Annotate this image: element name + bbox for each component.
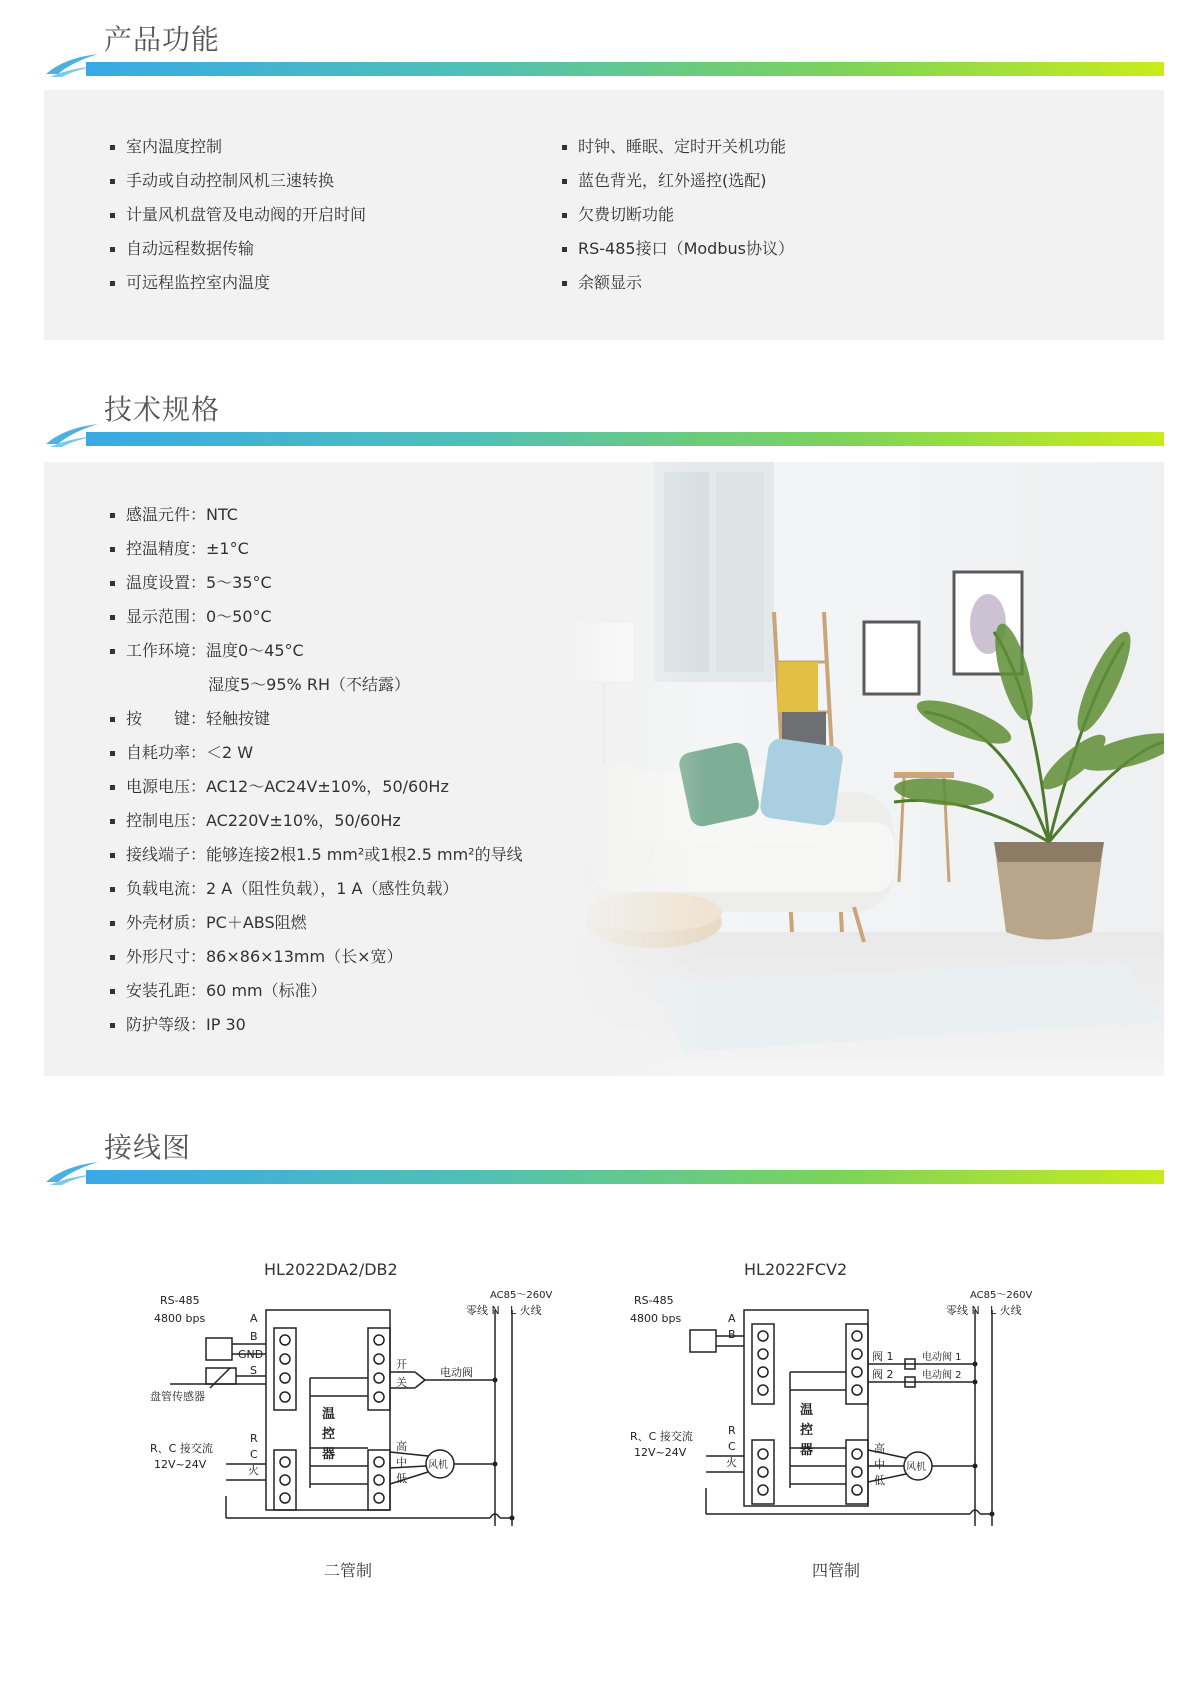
- left-ac-label: AC85～260V: [490, 1290, 553, 1301]
- spec-item: 安装孔距：60 mm（标准）: [110, 974, 523, 1008]
- diagram-right-title: HL2022FCV2: [744, 1260, 848, 1279]
- left-fan-label: 风机: [428, 1460, 448, 1471]
- left-sensor-label: 盘管传感器: [150, 1390, 205, 1403]
- left-valve-label: 电动阀: [440, 1366, 473, 1379]
- left-term-gnd: GND: [238, 1348, 264, 1361]
- right-rc-label: R、C 接交流: [630, 1430, 693, 1443]
- right-ac-label: AC85～260V: [970, 1290, 1033, 1301]
- list-item: 蓝色背光，红外遥控(选配): [562, 164, 794, 198]
- spec-item: 自耗功率：＜2 W: [110, 736, 523, 770]
- wiring-diagram-four-pipe: [630, 1288, 1090, 1548]
- left-neutral-label: 零线 N: [466, 1304, 500, 1317]
- left-baud-label: 4800 bps: [154, 1312, 206, 1325]
- left-switch-close: 关: [396, 1376, 407, 1389]
- right-term-b: B: [728, 1328, 736, 1341]
- left-term-r: R: [250, 1432, 258, 1445]
- list-item: 室内温度控制: [110, 130, 366, 164]
- features-panel: [44, 90, 1164, 340]
- right-term-live: 火: [726, 1456, 737, 1469]
- left-rc-volt: 12V~24V: [154, 1458, 207, 1471]
- left-fan-mid: 中: [396, 1456, 407, 1469]
- spec-item: 控温精度：±1°C: [110, 532, 523, 566]
- left-ctrl-3: 器: [322, 1447, 336, 1462]
- wiring-title: 接线图: [104, 1131, 192, 1164]
- diagram-left-caption: 二管制: [324, 1561, 373, 1580]
- left-live-label: L 火线: [510, 1304, 542, 1317]
- spec-item: 控制电压：AC220V±10%，50/60Hz: [110, 804, 523, 838]
- right-fan-high: 高: [874, 1442, 885, 1455]
- left-ctrl-2: 控: [322, 1427, 336, 1442]
- diagram-left-title: HL2022DA2/DB2: [264, 1260, 398, 1279]
- spec-item: 外壳材质：PC＋ABS阻燃: [110, 906, 523, 940]
- features-title: 产品功能: [104, 23, 221, 56]
- features-left-list: [110, 130, 366, 300]
- wiring-gradient-bar: [86, 1170, 1164, 1184]
- right-ctrl-3: 器: [800, 1443, 814, 1458]
- right-term-a: A: [728, 1312, 736, 1325]
- specs-header: [44, 390, 1164, 450]
- left-term-live: 火: [248, 1464, 259, 1477]
- right-term-r: R: [728, 1424, 736, 1437]
- left-switch-open: 开: [396, 1358, 407, 1371]
- right-valve2-name: 电动阀 2: [922, 1370, 962, 1381]
- list-item: 时钟、睡眠、定时开关机功能: [562, 130, 794, 164]
- spec-item: 工作环境：温度0～45°C: [110, 634, 523, 668]
- spec-item: 防护等级：IP 30: [110, 1008, 523, 1042]
- left-term-a: A: [250, 1312, 258, 1325]
- right-fan-mid: 中: [874, 1458, 885, 1471]
- list-item: 欠费切断功能: [562, 198, 794, 232]
- left-ctrl-1: 温: [322, 1407, 336, 1422]
- specs-gradient-bar: [86, 432, 1164, 446]
- right-valve2-switch: 阀 2: [872, 1368, 894, 1381]
- living-room-image: [564, 462, 1164, 1076]
- list-item: 自动远程数据传输: [110, 232, 366, 266]
- spec-item: 感温元件：NTC: [110, 498, 523, 532]
- diagram-right-caption: 四管制: [812, 1561, 861, 1580]
- spec-item: 温度设置：5～35°C: [110, 566, 523, 600]
- right-neutral-label: 零线 N: [946, 1304, 980, 1317]
- specs-list: [110, 498, 523, 1042]
- left-rs485-label: RS-485: [160, 1294, 200, 1307]
- right-valve1-name: 电动阀 1: [922, 1352, 962, 1363]
- list-item: 手动或自动控制风机三速转换: [110, 164, 366, 198]
- left-rc-label: R、C 接交流: [150, 1442, 213, 1455]
- right-ctrl-1: 温: [800, 1403, 814, 1418]
- specs-title: 技术规格: [104, 393, 221, 426]
- right-rc-volt: 12V~24V: [634, 1446, 687, 1459]
- left-term-s: S: [250, 1364, 257, 1377]
- left-fan-low: 低: [396, 1472, 407, 1485]
- list-item: 计量风机盘管及电动阀的开启时间: [110, 198, 366, 232]
- spec-item: 接线端子：能够连接2根1.5 mm²或1根2.5 mm²的导线: [110, 838, 523, 872]
- right-valve1-switch: 阀 1: [872, 1350, 894, 1363]
- spec-item: 外形尺寸：86×86×13mm（长×宽）: [110, 940, 523, 974]
- wiring-diagram-two-pipe: [150, 1288, 610, 1548]
- list-item: 可远程监控室内温度: [110, 266, 366, 300]
- left-term-c: C: [250, 1448, 258, 1461]
- features-header: [44, 20, 1164, 80]
- spec-item: 电源电压：AC12～AC24V±10%，50/60Hz: [110, 770, 523, 804]
- left-fan-high: 高: [396, 1440, 407, 1453]
- right-ctrl-2: 控: [800, 1423, 814, 1438]
- list-item: 余额显示: [562, 266, 794, 300]
- features-right-list: [562, 130, 794, 300]
- right-rs485-label: RS-485: [634, 1294, 674, 1307]
- right-live-label: L 火线: [990, 1304, 1022, 1317]
- right-baud-label: 4800 bps: [630, 1312, 682, 1325]
- spec-item: 显示范围：0～50°C: [110, 600, 523, 634]
- right-fan-label: 风机: [906, 1462, 926, 1473]
- spec-item: 按 键：轻触按键: [110, 702, 523, 736]
- list-item: RS-485接口（Modbus协议）: [562, 232, 794, 266]
- right-term-c: C: [728, 1440, 736, 1453]
- spec-item: 负载电流：2 A（阻性负载），1 A（感性负载）: [110, 872, 523, 906]
- right-fan-low: 低: [874, 1474, 885, 1487]
- spec-item-continuation: 湿度5～95% RH（不结露）: [208, 675, 410, 694]
- features-gradient-bar: [86, 62, 1164, 76]
- specs-panel: [44, 462, 1164, 1076]
- left-term-b: B: [250, 1330, 258, 1343]
- wiring-header: [44, 1128, 1164, 1188]
